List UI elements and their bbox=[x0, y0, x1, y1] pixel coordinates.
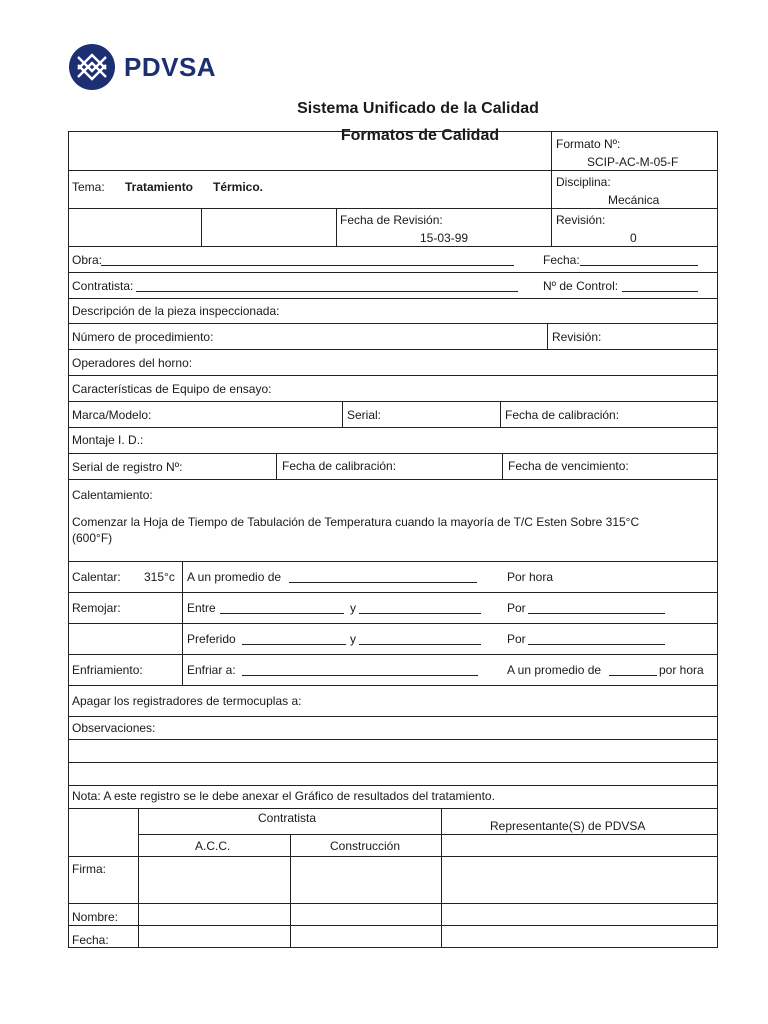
nota-text: Nota: A este registro se le debe anexar el Gráfico de resultados del tratamiento. bbox=[72, 789, 495, 803]
marca-modelo-label: Marca/Modelo: bbox=[72, 408, 152, 422]
por-2-label: Por bbox=[507, 632, 526, 646]
promedio-label: A un promedio de bbox=[187, 570, 282, 584]
promedio-de-label: A un promedio de bbox=[507, 663, 602, 677]
document-subtitle: Formatos de Calidad bbox=[340, 127, 500, 144]
por-field[interactable] bbox=[528, 602, 665, 614]
por-label: Por bbox=[507, 601, 526, 615]
comenzar-text-line2: (600°F) bbox=[72, 531, 113, 545]
promedio-field[interactable] bbox=[289, 571, 477, 583]
preferido-label: Preferido bbox=[187, 632, 236, 646]
preferido-y-label: y bbox=[350, 632, 356, 646]
sig-representante-header: Representante(S) de PDVSA bbox=[490, 819, 646, 833]
entre-y-field[interactable] bbox=[359, 602, 481, 614]
descripcion-label: Descripción de la pieza inspeccionada: bbox=[72, 304, 280, 318]
numero-procedimiento-label: Número de procedimiento: bbox=[72, 330, 214, 344]
remojar-label: Remojar: bbox=[72, 601, 121, 615]
preferido-field[interactable] bbox=[242, 633, 346, 645]
serial-label: Serial: bbox=[347, 408, 382, 422]
por-2-field[interactable] bbox=[528, 633, 665, 645]
fecha-calibracion-2-label: Fecha de calibración: bbox=[282, 459, 397, 473]
n-control-field[interactable] bbox=[622, 280, 698, 292]
entre-y-label: y bbox=[350, 601, 356, 615]
procedimiento-revision-label: Revisión: bbox=[552, 330, 602, 344]
promedio-de-field[interactable] bbox=[609, 664, 657, 676]
n-control-label: Nº de Control: bbox=[543, 279, 619, 293]
enfriar-label: Enfriar a: bbox=[187, 663, 236, 677]
enfriamiento-label: Enfriamiento: bbox=[72, 663, 143, 677]
fecha-revision-value: 15-03-99 bbox=[420, 231, 469, 245]
tema-label: Tema: bbox=[72, 180, 105, 194]
disciplina-value: Mecánica bbox=[608, 193, 660, 207]
por-hora-label: Por hora bbox=[507, 570, 554, 584]
apagar-label: Apagar los registradores de termocuplas a: bbox=[72, 694, 302, 708]
sig-nombre-label: Nombre: bbox=[72, 910, 119, 924]
montaje-label: Montaje I. D.: bbox=[72, 433, 144, 447]
contratista-label: Contratista: bbox=[72, 279, 134, 293]
preferido-y-field[interactable] bbox=[359, 633, 481, 645]
formato-value: SCIP-AC-M-05-F bbox=[587, 155, 679, 169]
disciplina-label: Disciplina: bbox=[556, 175, 611, 189]
comenzar-text-line1: Comenzar la Hoja de Tiempo de Tabulación de Temperatura cuando la mayoría de T/C Esten Sobre 315°C bbox=[72, 515, 640, 529]
document-title: Sistema Unificado de la Calidad bbox=[297, 100, 539, 117]
caracteristicas-label: Características de Equipo de ensayo: bbox=[72, 382, 272, 396]
pdvsa-emblem-icon bbox=[68, 43, 116, 91]
serial-registro-label: Serial de registro Nº: bbox=[72, 460, 183, 474]
por-hora-2-label: por hora bbox=[659, 663, 704, 677]
pdvsa-logo bbox=[68, 40, 216, 94]
calentar-label: Calentar: bbox=[72, 570, 121, 584]
contratista-field[interactable] bbox=[136, 280, 518, 292]
enfriar-field[interactable] bbox=[242, 664, 478, 676]
observaciones-label: Observaciones: bbox=[72, 721, 156, 735]
tema-value-1: Tratamiento bbox=[125, 180, 194, 194]
calentamiento-label: Calentamiento: bbox=[72, 488, 153, 502]
logo-text: PDVSA bbox=[124, 51, 217, 82]
sig-firma-label: Firma: bbox=[72, 862, 106, 876]
tema-value-2: Térmico. bbox=[213, 180, 264, 194]
fecha-label: Fecha: bbox=[543, 253, 580, 267]
operadores-label: Operadores del horno: bbox=[72, 356, 193, 370]
entre-label: Entre bbox=[187, 601, 216, 615]
revision-label: Revisión: bbox=[556, 213, 606, 227]
calentar-temp: 315°c bbox=[144, 570, 175, 584]
fecha-field[interactable] bbox=[580, 254, 698, 266]
fecha-calibracion-label: Fecha de calibración: bbox=[505, 408, 620, 422]
formato-label: Formato Nº: bbox=[556, 137, 621, 151]
entre-field[interactable] bbox=[220, 602, 344, 614]
fecha-vencimiento-label: Fecha de vencimiento: bbox=[508, 459, 629, 473]
sig-contratista-header: Contratista bbox=[258, 811, 317, 825]
sig-construccion-header: Construcción bbox=[330, 839, 401, 853]
sig-acc-header: A.C.C. bbox=[195, 839, 231, 853]
fecha-revision-label: Fecha de Revisión: bbox=[340, 213, 443, 227]
revision-value: 0 bbox=[630, 231, 637, 245]
obra-label: Obra: bbox=[72, 253, 103, 267]
obra-field[interactable] bbox=[101, 254, 514, 266]
sig-fecha-label: Fecha: bbox=[72, 933, 109, 947]
